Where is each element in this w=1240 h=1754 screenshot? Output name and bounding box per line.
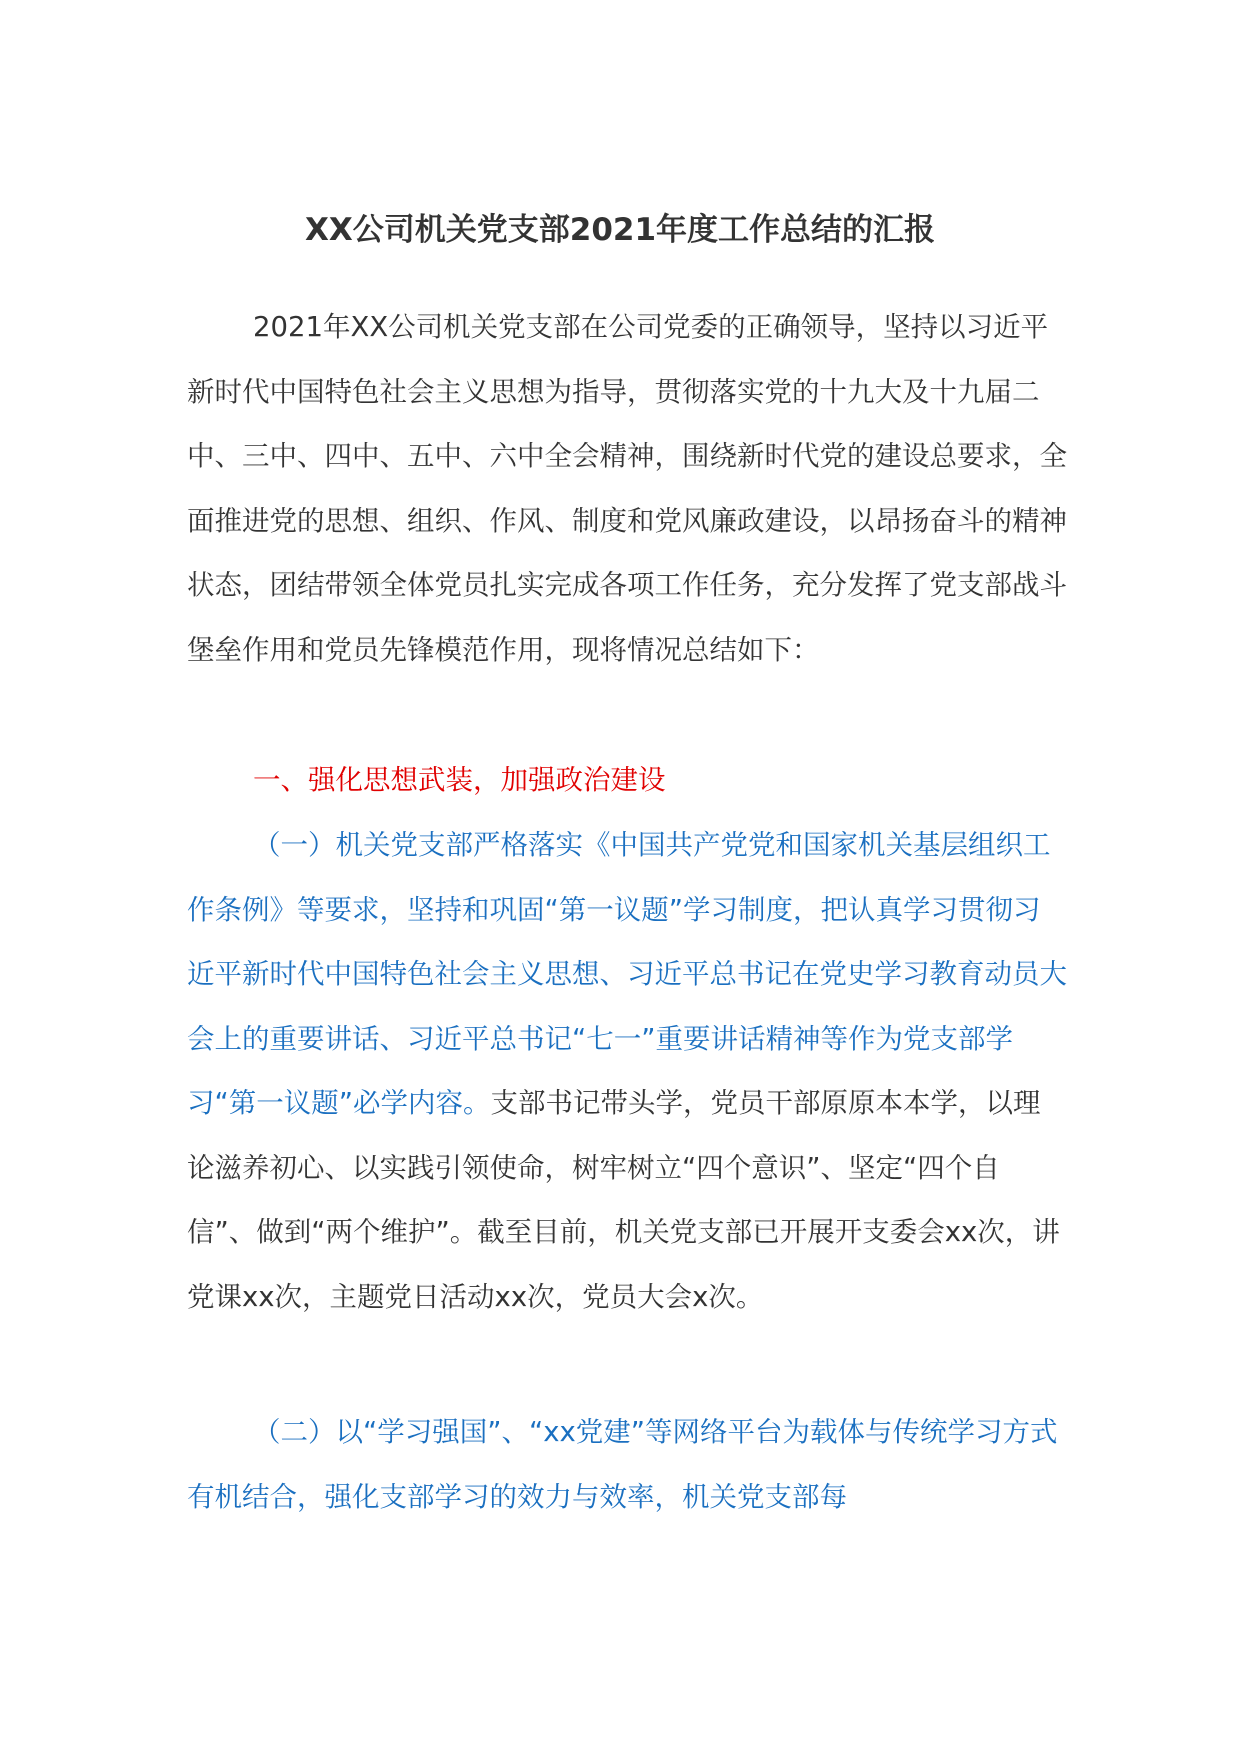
intro-paragraph: 2021年XX公司机关党支部在公司党委的正确领导，坚持以习近平新时代中国特色社会主义思想为指导，贯彻落实党的十九大及十九届二中、三中、四中、五中、六中全会精神，围绕新时代党的建设总要求，全面推进党的思想、组织、作风、制度和党风廉政建设，以昂扬奋斗的精神状态，团结带领全体党员扎实完成各项工作任务，充分发挥了党支部战斗堡垒作用和党员先锋模范作用，现将情况总结如下： [187, 311, 1067, 666]
section-one-heading: 一、强化思想武装，加强政治建设 [253, 764, 666, 796]
item-one-paragraph [187, 813, 1067, 1329]
item-one-body-text: 支部书记带头学，党员干部原原本本学，以理论滋养初心、以实践引领使命，树牢树立“四个意识”、坚定“四个自信”、做到“两个维护”。截至目前，机关党支部已开展开支委会xx次，讲党课xx次，主题党日活动xx次，党员大会x次。 [187, 1087, 1060, 1313]
item-two-paragraph: （二）以“学习强国”、“xx党建”等网络平台为载体与传统学习方式有机结合，强化支部学习的效力与效率，机关党支部每 [187, 1416, 1058, 1513]
document-title: XX公司机关党支部2021年度工作总结的汇报 [304, 212, 936, 248]
item-one-highlighted-text: （一）机关党支部严格落实《中国共产党党和国家机关基层组织工作条例》等要求，坚持和巩固“第一议题”学习制度，把认真学习贯彻习近平新时代中国特色社会主义思想、习近平总书记在党史学习教育动员大会上的重要讲话、习近平总书记“七一”重要讲话精神等作为党支部学习“第一议题”必学内容。 [187, 829, 1067, 1119]
